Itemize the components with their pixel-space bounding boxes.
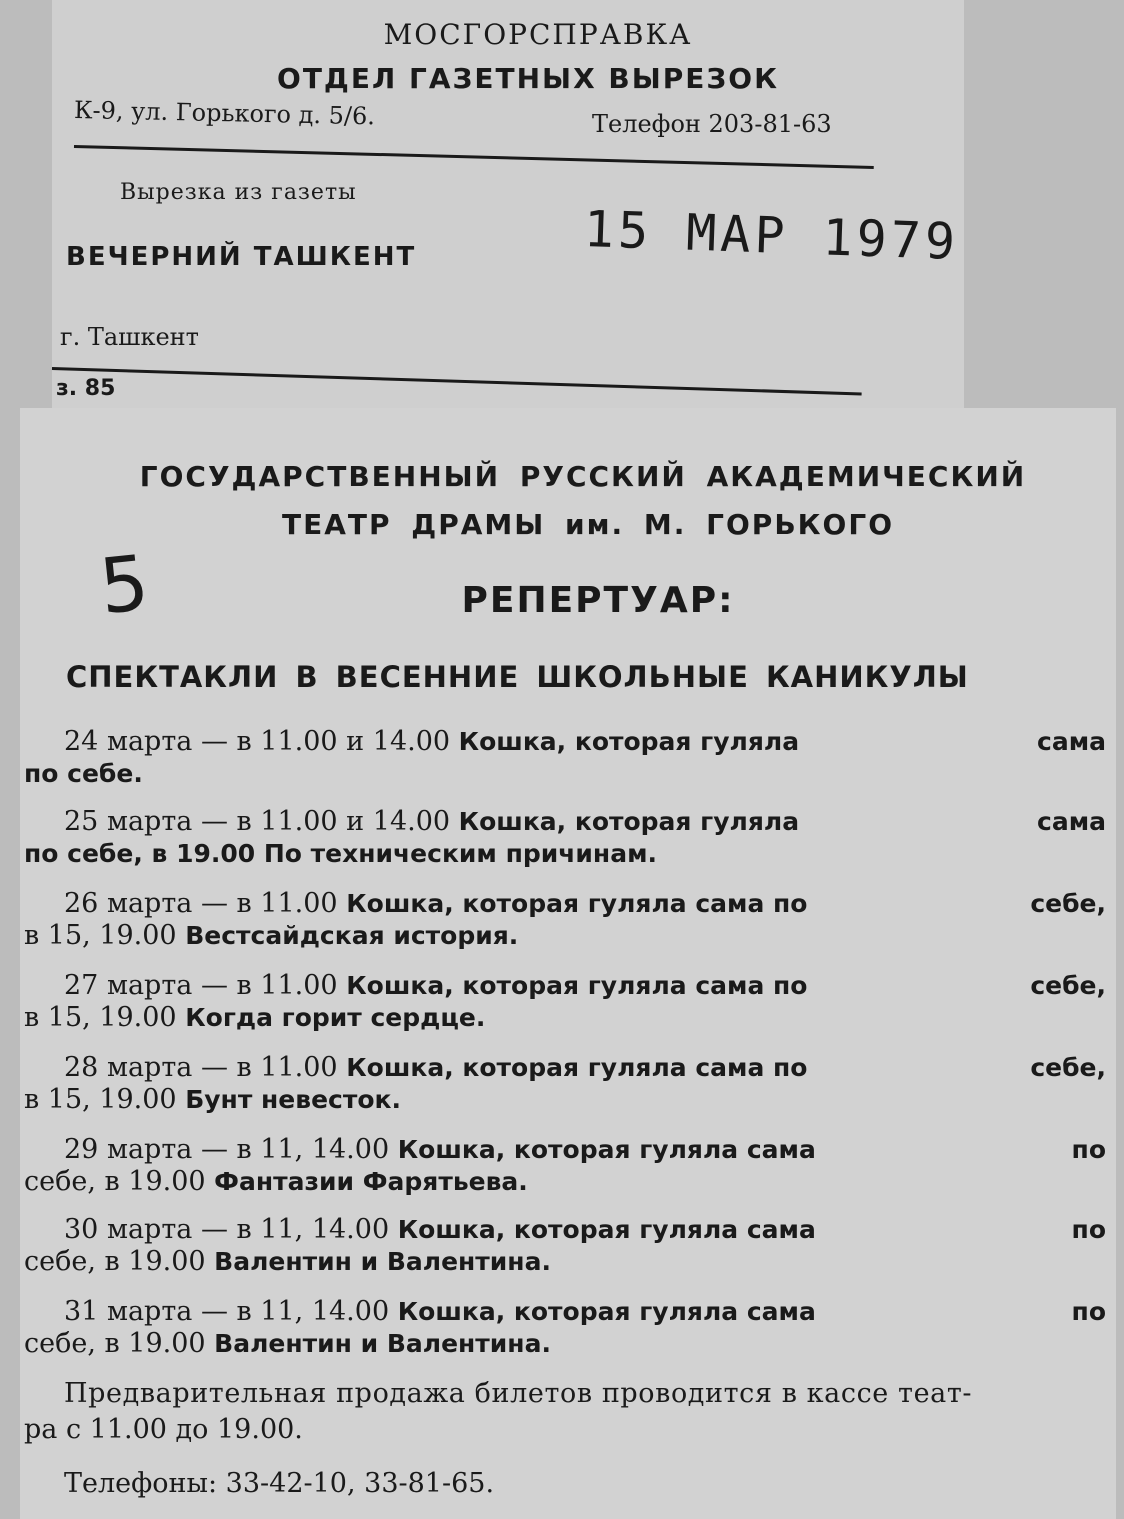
schedule-date: 28 марта — в 11.00 [64, 1052, 338, 1083]
schedule-play-tail: сама [1037, 727, 1106, 756]
schedule-play-tail: себе, [1030, 1053, 1106, 1082]
handwritten-mark: 5 [95, 537, 153, 632]
theatre-name-line1: ГОСУДАРСТВЕННЫЙ РУССКИЙ АКАДЕМИЧЕСКИЙ [139, 460, 1027, 493]
schedule-play-continued: Валентин и Валентина. [214, 1247, 551, 1276]
schedule-play-continued: Валентин и Валентина. [214, 1329, 551, 1358]
schedule-time: себе, в 19.00 [24, 1246, 206, 1277]
schedule-time: в 15, 19.00 [24, 920, 177, 951]
theatre-name-line2: ТЕАТР ДРАМЫ им. М. ГОРЬКОГО [282, 508, 894, 541]
clipping-source-label: Вырезка из газеты [120, 180, 357, 205]
date-stamp: 15 МАР 1979 [582, 200, 960, 272]
header-divider [74, 145, 874, 169]
header-phone: Телефон 203-81-63 [592, 110, 832, 138]
ticket-sales-note-line2: ра с 11.00 до 19.00. [24, 1414, 303, 1445]
schedule-play: Кошка, которая гуляла сама [397, 1297, 816, 1326]
schedule-play-continued: Вестсайдская история. [185, 921, 519, 950]
schedule-date: 30 марта — в 11, 14.00 [64, 1214, 390, 1245]
schedule-play: Кошка, которая гуляла сама по [346, 971, 808, 1000]
schedule-time: себе, в 19.00 [24, 1166, 206, 1197]
schedule-play-continued: Когда горит сердце. [185, 1003, 486, 1032]
schedule-time: себе, в 19.00 [24, 1328, 206, 1359]
schedule-time: в 15, 19.00 [24, 1002, 177, 1033]
schedule-item [24, 1214, 1106, 1278]
schedule-play: Кошка, которая гуляла [458, 807, 800, 836]
schedule-play-tail: сама [1037, 807, 1106, 836]
schedule-date: 31 марта — в 11, 14.00 [64, 1296, 390, 1327]
schedule-play-continued: по себе, в 19.00 По техническим причинам. [24, 839, 658, 868]
schedule-play-continued: Фантазии Фарятьева. [214, 1167, 528, 1196]
schedule-item [24, 726, 1106, 790]
schedule-play-tail: по [1071, 1297, 1106, 1326]
theatre-phones: Телефоны: 33-42-10, 33-81-65. [64, 1468, 495, 1499]
schedule-date: 27 марта — в 11.00 [64, 970, 338, 1001]
schedule-date: 24 марта — в 11.00 и 14.00 [64, 726, 451, 757]
schedule-date: 29 марта — в 11, 14.00 [64, 1134, 390, 1165]
schedule-date: 26 марта — в 11.00 [64, 888, 338, 919]
schedule-time: в 15, 19.00 [24, 1084, 177, 1115]
schedule-item [24, 1296, 1106, 1360]
schedule-item [24, 1134, 1106, 1198]
schedule-item [24, 888, 1106, 952]
schedule-item [24, 1052, 1106, 1116]
schedule-item [24, 806, 1106, 870]
schedule-play: Кошка, которая гуляла сама по [346, 889, 808, 918]
newspaper-clipping [20, 408, 1116, 1519]
city: г. Ташкент [60, 323, 199, 351]
order-number: з. 85 [56, 376, 116, 401]
schedule-play: Кошка, которая гуляла сама по [346, 1053, 808, 1082]
header-bottom-divider [52, 367, 862, 395]
ticket-sales-note [24, 1376, 1106, 1448]
ticket-sales-note-line1: Предварительная продажа билетов проводится в кассе теат- [64, 1378, 973, 1409]
header-address: К-9, ул. Горького д. 5/6. [73, 96, 376, 131]
schedule-play-continued: по себе. [24, 759, 143, 788]
schedule-play-continued: Бунт невесток. [185, 1085, 401, 1114]
schedule-date: 25 марта — в 11.00 и 14.00 [64, 806, 451, 837]
schedule-item [24, 970, 1106, 1034]
header-department: ОТДЕЛ ГАЗЕТНЫХ ВЫРЕЗОК [277, 62, 779, 95]
schedule-play-tail: себе, [1030, 889, 1106, 918]
newspaper-name: ВЕЧЕРНИЙ ТАШКЕНТ [66, 242, 417, 272]
repertoire-heading: РЕПЕРТУАР: [461, 580, 735, 621]
schedule-play-tail: по [1071, 1215, 1106, 1244]
header-slip [52, 0, 964, 425]
header-organization: МОСГОРСПРАВКА [383, 18, 693, 51]
schedule-play-tail: по [1071, 1135, 1106, 1164]
schedule-play-tail: себе, [1030, 971, 1106, 1000]
schedule-play: Кошка, которая гуляла сама [397, 1215, 816, 1244]
repertoire-subtitle: СПЕКТАКЛИ В ВЕСЕННИЕ ШКОЛЬНЫЕ КАНИКУЛЫ [66, 660, 969, 694]
schedule-play: Кошка, которая гуляла [458, 727, 800, 756]
schedule-play: Кошка, которая гуляла сама [397, 1135, 816, 1164]
